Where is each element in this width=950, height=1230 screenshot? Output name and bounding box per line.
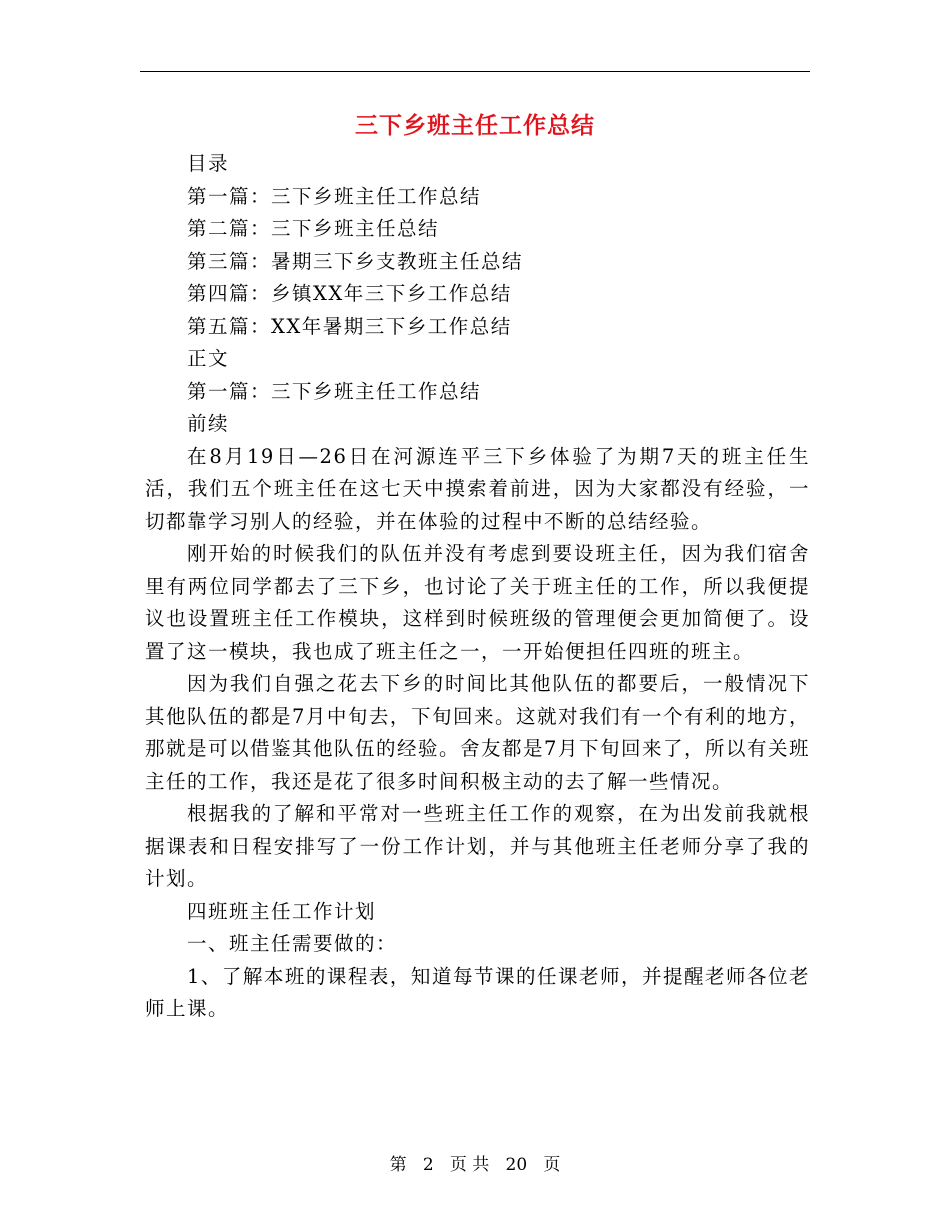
plan-section: 一、班主任需要做的： (187, 932, 398, 955)
preface-label: 前续 (187, 412, 230, 435)
toc-item: 第一篇：三下乡班主任工作总结 (187, 184, 482, 208)
paragraph: 根据我的了解和平常对一些班主任工作的观察，在为出发前我就根据课表和日程安排写了一份工作计划，并与其他班主任老师分享了我的计划。 (145, 802, 810, 890)
footer-page-prefix: 第 (389, 1155, 407, 1175)
footer-page-suffix: 页 (543, 1155, 561, 1175)
document-title: 三下乡班主任工作总结 (355, 113, 595, 139)
paragraph: 因为我们自强之花去下乡的时间比其他队伍的都要后，一般情况下其他队伍的都是7月中旬去，下旬回来。这就对我们有一个有利的地方，那就是可以借鉴其他队伍的经验。舍友都是7月下旬回来了，所以有关班主任的工作，我还是花了很多时间积极主动的去了解一些情况。 (145, 672, 810, 793)
toc-item: 第二篇：三下乡班主任总结 (187, 217, 440, 240)
footer-page-mid: 页 共 (449, 1155, 490, 1175)
footer-total-pages: 20 (505, 1155, 528, 1175)
paragraph: 在8月19日—26日在河源连平三下乡体验了为期7天的班主任生活，我们五个班主任在这七天中摸索着前进，因为大家都没有经验，一切都靠学习别人的经验，并在体验的过程中不断的总结经验。 (145, 444, 810, 533)
toc-item: 第三篇：暑期三下乡支教班主任总结 (187, 249, 524, 273)
plan-title: 四班班主任工作计划 (187, 899, 377, 923)
toc-item: 第五篇：XX年暑期三下乡工作总结 (187, 314, 512, 338)
page-footer (0, 1153, 950, 1177)
plan-item: 1、了解本班的课程表，知道每节课的任课老师，并提醒老师各位老师上课。 (145, 964, 810, 1020)
document-body (145, 148, 810, 1026)
footer-page-number: 2 (422, 1155, 434, 1175)
toc-item: 第四篇：乡镇XX年三下乡工作总结 (187, 282, 512, 305)
toc-heading: 目录 (187, 152, 230, 175)
section-title: 第一篇：三下乡班主任工作总结 (187, 379, 482, 403)
header-rule (140, 71, 810, 72)
paragraph: 刚开始的时候我们的队伍并没有考虑到要设班主任，因为我们宿舍里有两位同学都去了三下乡，也讨论了关于班主任的工作，所以我便提议也设置班主任工作模块，这样到时候班级的管理便会更加简便了。设置了这一模块，我也成了班主任之一，一开始便担任四班的班主。 (145, 542, 810, 663)
body-heading: 正文 (187, 347, 230, 370)
